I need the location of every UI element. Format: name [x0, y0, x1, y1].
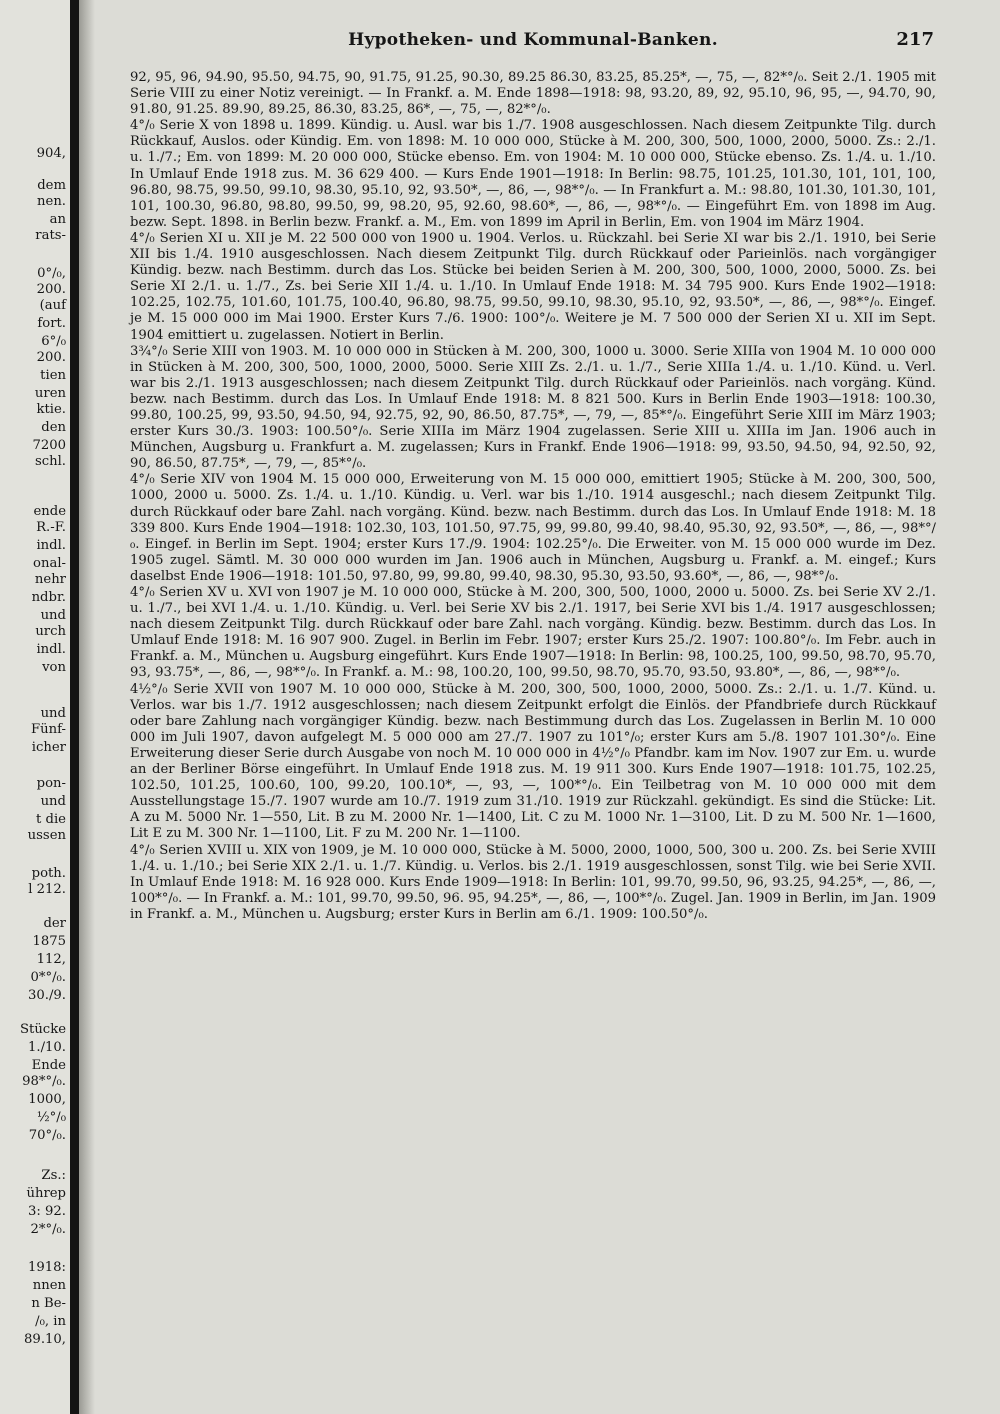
- paragraph-series-xvii: 4½°/₀ Serie XVII von 1907 M. 10 000 000, Stücke à M. 200, 300, 500, 1000, 2000, 5000. Zs.: 2./1. u. 1./7. Künd. u. Verlos. war bis 1./7. 1912 ausgeschlossen; nach diesem Zeitpunkt erfolgt die Einlös. der Pfandbriefe durch Rückkauf oder bare Zahlung nach vorgängiger Kündig. bezw. nach Bestimmung durch das Los. Zugelassen in Berlin M. 10 000 000 im Juli 1907, davon aufgelegt M. 5 000 000 am 27./7. 1907 zu 101°/₀; erster Kurs am 5./8. 1907 101.30°/₀. Eine Erweiterung dieser Serie durch Ausgabe von noch M. 10 000 000 in 4½°/₀ Pfandbr. kam im Nov. 1907 zur Em. u. wurde an der Berliner Börse eingeführt. In Umlauf Ende 1918 zus. M. 19 911 300. Kurs Ende 1907—1918: 101.75, 102.25, 102.50, 101.25, 100.60, 100, 99.20, 100.10*, —, 93, —, 100*°/₀. Ein Teilbetrag von M. 10 000 000 mit dem Ausstellungstage 15./7. 1907 wurde am 10./7. 1919 zum 31./10. 1919 zur Rückzahl. gekündigt. Es sind die Stücke: Lit. A zu M. 5000 Nr. 1—550, Lit. B zu M. 2000 Nr. 1—1400, Lit. C zu M. 1000 Nr. 1—3100, Lit. D zu M. 500 Nr. 1—1600, Lit E zu M. 300 Nr. 1—1100, Lit. F zu M. 200 Nr. 1—1100.: [130, 681, 936, 842]
- facing-page-fragment: 1000,: [28, 1092, 66, 1107]
- facing-page-fragment: 112,: [36, 952, 66, 967]
- gutter-shadow: [79, 0, 95, 1414]
- facing-page-fragment: Stücke: [19, 1022, 66, 1037]
- paragraph-series-x: 4°/₀ Serie X von 1898 u. 1899. Kündig. u. Ausl. war bis 1./7. 1908 ausgeschlossen. Nach diesem Zeitpunkte Tilg. durch Rückkauf, Auslos. oder Kündig. Em. von 1898: M. 10 000 000, Stücke à M. 200, 300, 500, 1000, 2000, 5000. Zs.: 2./1. u. 1./7.; Em. von 1899: M. 20 000 000, Stücke ebenso. Em. von 1904: M. 10 000 000, Stücke ebenso. Zs. 1./4. u. 1./10. In Umlauf Ende 1918 zus. M. 36 629 400. — Kurs Ende 1901—1918: In Berlin: 98.75, 101.25, 101.30, 101, 101, 100, 96.80, 98.75, 99.50, 99.10, 98.30, 95.10, 92, 93.50*, —, 86, —, 98*°/₀. — In Frankfurt a. M.: 98.80, 101.30, 101.30, 101, 101, 100.30, 96.80, 98.80, 99.50, 99, 98.20, 95, 92.60, 98.60*, —, 86, —, 98*°/₀. — Eingeführt Em. von 1898 im Aug. bezw. Sept. 1898. in Berlin bezw. Frankf. a. M., Em. von 1899 im April in Berlin, Em. von 1904 im März 1904.: [130, 118, 936, 230]
- facing-page-fragment: pon-: [36, 776, 66, 791]
- facing-page-fragment: 3: 92.: [28, 1204, 66, 1219]
- facing-page-fragment: 904,: [36, 146, 66, 161]
- running-header: [130, 30, 936, 56]
- paragraph-series-xv-xvi: 4°/₀ Serien XV u. XVI von 1907 je M. 10 000 000, Stücke à M. 200, 300, 500, 1000, 2000 u. 5000. Zs. bei Serie XV 2./1. u. 1./7., bei XVI 1./4. u. 1./10. Kündig. u. Verl. bei Serie XV bis 2./1. 1917, bei Serie XVI bis 1./4. 1917 ausgeschlossen; nach diesem Zeitpunkt Tilg. durch Rückkauf oder bare Zahl. nach vorgäng. Kündig. bezw. Bestimm. durch das Los. In Umlauf Ende 1918: M. 16 907 900. Zugel. in Berlin im Febr. 1907; erster Kurs 25./2. 1907: 100.80°/₀. Im Febr. auch in Frankf. a. M., München u. Augsburg eingeführt. Kurs Ende 1907—1918: In Berlin: 98, 100.25, 100, 99.50, 98.70, 95.70, 93, 93.75*, —, 86, —, 98*°/₀. In Frankf. a. M.: 98, 100.20, 100, 99.50, 98.70, 95.70, 93.50, 93.80*, —, 86, —, 98*°/₀.: [130, 585, 936, 681]
- facing-page-fragment: 98*°/₀.: [22, 1074, 66, 1089]
- facing-page-fragment: urch: [35, 624, 66, 639]
- facing-page-fragment: 0*°/₀.: [30, 970, 66, 985]
- facing-page-fragment: 1875: [32, 934, 66, 949]
- facing-page-fragment: n Be-: [31, 1296, 66, 1311]
- facing-page-fragment: nnen: [32, 1278, 66, 1293]
- facing-page-fragment: poth.: [31, 866, 66, 881]
- facing-page-fragment: ussen: [27, 828, 66, 843]
- facing-page-fragment: /₀, in: [35, 1314, 66, 1329]
- facing-page-fragment: fort.: [37, 316, 66, 331]
- facing-page-fragment: ½°/₀: [36, 1110, 66, 1125]
- facing-page-fragment: dem: [37, 178, 66, 193]
- facing-page-fragment: R.-F.: [36, 520, 66, 535]
- facing-page-fragment: 89.10,: [24, 1332, 66, 1347]
- facing-page-fragment: und: [40, 608, 66, 623]
- facing-page-fragment: und: [40, 794, 66, 809]
- facing-page-fragment: ndbr.: [31, 590, 66, 605]
- facing-page-fragment: t die: [36, 812, 66, 827]
- previous-page-edge: [0, 0, 70, 1414]
- facing-page-fragment: icher: [31, 740, 66, 755]
- facing-page-fragment: l 212.: [28, 882, 66, 897]
- facing-page-fragment: 1918:: [27, 1260, 66, 1275]
- facing-page-fragment: 1./10.: [28, 1040, 66, 1055]
- book-page: [130, 30, 936, 1400]
- facing-page-fragment: 200.: [36, 282, 66, 297]
- facing-page-fragment: Fünf-: [30, 722, 66, 737]
- facing-page-fragment: nehr: [34, 572, 66, 587]
- facing-page-fragment: uren: [34, 386, 66, 401]
- page-number: 217: [896, 29, 934, 50]
- facing-page-fragment: onal-: [33, 556, 66, 571]
- facing-page-fragment: schl.: [34, 454, 66, 469]
- facing-page-fragment: und: [40, 706, 66, 721]
- facing-page-fragment: von: [42, 660, 66, 675]
- facing-page-fragment: 0°/₀,: [37, 266, 66, 281]
- facing-page-fragment: 6°/₀: [41, 334, 66, 349]
- facing-page-fragment: tien: [40, 368, 66, 383]
- facing-page-fragment: Ende: [31, 1058, 66, 1073]
- facing-page-fragment: 200.: [36, 350, 66, 365]
- facing-page-fragment: Zs.:: [41, 1168, 66, 1183]
- facing-page-fragment: indl.: [36, 538, 66, 553]
- facing-page-fragment: ende: [33, 504, 66, 519]
- facing-page-fragment: ktie.: [36, 402, 66, 417]
- facing-page-fragment: ührep: [26, 1186, 66, 1201]
- facing-page-fragment: (auf: [39, 298, 66, 313]
- paragraph-series-xviii-xix: 4°/₀ Serien XVIII u. XIX von 1909, je M. 10 000 000, Stücke à M. 5000, 2000, 1000, 500, 300 u. 200. Zs. bei Serie XVIII 1./4. u. 1./10.; bei Serie XIX 2./1. u. 1./7. Kündig. u. Verlos. bis 2./1. 1919 ausgeschlossen, sonst Tilg. wie bei Serie XVII. In Umlauf Ende 1918: M. 16 928 000. Kurs Ende 1909—1918: In Berlin: 101, 99.70, 99.50, 96, 93.25, 94.25*, —, 86, —, 100*°/₀. — In Frankf. a. M.: 101, 99.70, 99.50, 96. 95, 94.25*, —, 86, —, 100*°/₀. Zugel. Jan. 1909 in Berlin, im Jan. 1909 in Frankf. a. M., München u. Augsburg; erster Kurs in Berlin am 6./1. 1909: 100.50°/₀.: [130, 842, 936, 922]
- body-text: [130, 70, 936, 923]
- facing-page-fragment: 70°/₀.: [28, 1128, 66, 1143]
- facing-page-fragment: 7200: [32, 438, 66, 453]
- paragraph-series-xiii: 3¾°/₀ Serie XIII von 1903. M. 10 000 000 in Stücken à M. 200, 300, 1000 u. 3000. Serie XIIIa von 1904 M. 10 000 000 in Stücken à M. 200, 300, 500, 1000, 2000, 5000. Serie XIII Zs. 2./1. u. 1./7., Serie XIIIa 1./4. u. 1./10. Künd. u. Verl. war bis 2./1. 1913 ausgeschlossen; nach diesem Zeitpunkt Tilg. durch Rückkauf oder Parieinlös. nach vorgäng. Künd. bezw. nach Bestimm. durch das Los. In Umlauf Ende 1918: M. 8 821 500. Kurs in Berlin Ende 1903—1918: 100.30, 99.80, 100.25, 99, 93.50, 94.50, 94, 92.75, 92, 90, 86.50, 87.75*, —, 79, —, 85*°/₀. Eingeführt Serie XIII im März 1903; erster Kurs 30./3. 1903: 100.50°/₀. Serie XIIIa im März 1904 zugelassen. Serie XIII u. XIIIa im Jan. 1906 auch in München, Augsburg u. Frankfurt a. M. zugelassen; Kurs in Frankf. Ende 1906—1918: 99, 93.50, 94.50, 94, 92.50, 92, 90, 86.50, 87.75*, —, 79, —, 85*°/₀.: [130, 343, 936, 472]
- paragraph-series-xi-xii: 4°/₀ Serien XI u. XII je M. 22 500 000 von 1900 u. 1904. Verlos. u. Rückzahl. bei Serie XI war bis 2./1. 1910, bei Serie XII bis 1./4. 1910 ausgeschlossen. Nach diesem Zeitpunkt Tilg. durch Rückkauf oder Parieinlös. nach vorgängiger Kündig. bezw. nach Bestimm. durch das Los. Stücke bei beiden Serien à M. 200, 300, 500, 1000, 2000, 5000. Zs. bei Serie XI 2./1. u. 1./7., Zs. bei Serie XII 1./4. u. 1./10. In Umlauf Ende 1918: M. 34 795 900. Kurs Ende 1902—1918: 102.25, 102.75, 101.60, 101.75, 100.40, 96.80, 98.75, 99.50, 99.10, 98.30, 95.10, 92, 93.50*, —, 86, —, 98*°/₀. Eingef. je M. 15 000 000 im Mai 1900. Erster Kurs 7./6. 1900: 100°/₀. Weitere je M. 7 500 000 der Serien XI u. XII im Sept. 1904 emittiert u. zugelassen. Notiert in Berlin.: [130, 230, 936, 343]
- paragraph-series-ix-continued: 92, 95, 96, 94.90, 95.50, 94.75, 90, 91.75, 91.25, 90.30, 89.25 86.30, 83.25, 85.25*, —, 75, —, 82*°/₀. Seit 2./1. 1905 mit Serie VIII zu einer Notiz vereinigt. — In Frankf. a. M. Ende 1898—1918: 98, 93.20, 89, 92, 95.10, 96, 95, —, 94.70, 90, 91.80, 91.25. 89.90, 89.25, 86.30, 83.25, 86*, —, 75, —, 82*°/₀.: [130, 70, 936, 118]
- facing-page-fragment: nen.: [37, 194, 66, 209]
- facing-page-fragment: den: [41, 420, 66, 435]
- book-gutter: [70, 0, 79, 1414]
- facing-page-fragment: 30./9.: [28, 988, 66, 1003]
- facing-page-fragment: indl.: [36, 642, 66, 657]
- facing-page-fragment: rats-: [35, 228, 66, 243]
- facing-page-fragment: der: [43, 916, 66, 931]
- page-title: Hypotheken- und Kommunal-Banken.: [348, 30, 718, 50]
- facing-page-fragment: 2*°/₀.: [30, 1222, 66, 1237]
- paragraph-series-xiv: 4°/₀ Serie XIV von 1904 M. 15 000 000, Erweiterung von M. 15 000 000, emittiert 1905; Stücke à M. 200, 300, 500, 1000, 2000 u. 5000. Zs. 1./4. u. 1./10. Kündig. u. Verl. war bis 1./10. 1914 ausgeschl.; nach diesem Zeitpunkt Tilg. durch Rückkauf oder bare Zahl. nach vorgäng. Künd. bezw. nach Bestimm. durch das Los. In Umlauf Ende 1918: M. 18 339 800. Kurs Ende 1904—1918: 102.30, 103, 101.50, 97.75, 99, 99.80, 99.40, 98.40, 95.30, 92, 93.50*, —, 86, —, 98*°/₀. Eingef. in Berlin im Sept. 1904; erster Kurs 17./9. 1904: 102.25°/₀. Die Erweiter. von M. 15 000 000 wurde im Dez. 1905 zugel. Sämtl. M. 30 000 000 wurden im Jan. 1906 auch in München, Augsburg u. Frankf. a. M. eingef.; Kurs daselbst Ende 1906—1918: 101.50, 97.80, 99, 99.80, 99.40, 98.30, 95.30, 93.50, 93.60*, —, 86, —, 98*°/₀.: [130, 472, 936, 584]
- facing-page-fragment: an: [49, 212, 66, 227]
